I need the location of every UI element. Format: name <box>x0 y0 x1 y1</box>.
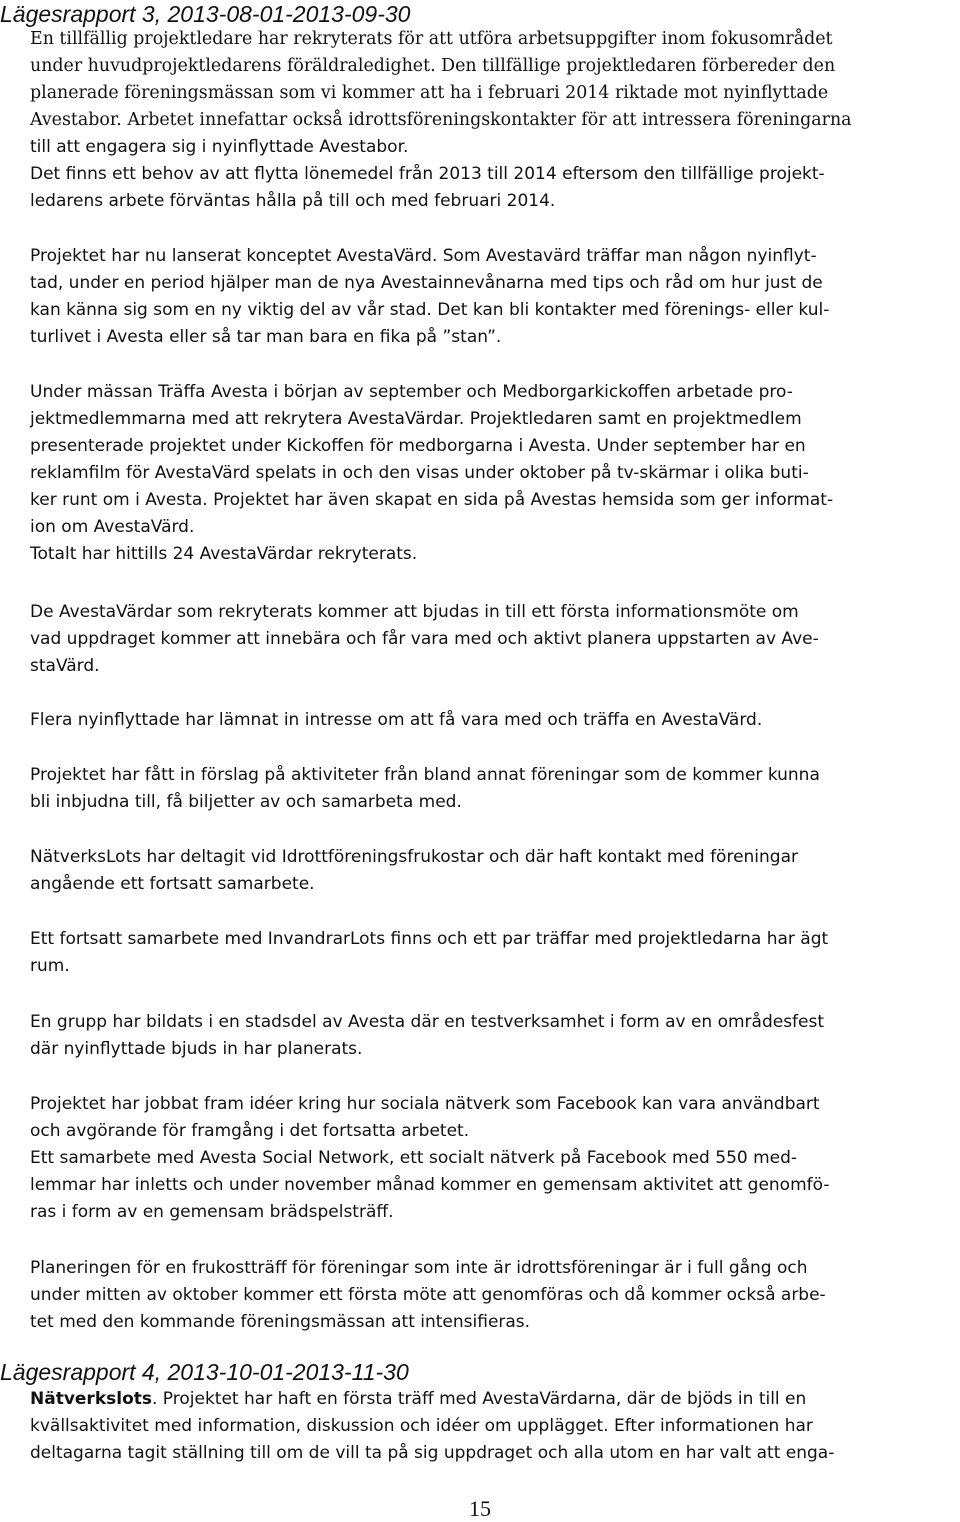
text-line: ker runt om i Avesta. Projektet har även skapat en sida på Avestas hemsida som ger informat- <box>30 490 834 510</box>
page-number: 15 <box>469 1496 491 1521</box>
text-line: NätverksLots har deltagit vid Idrottföreningsfrukostar och där haft kontakt med föreningar <box>30 847 798 867</box>
text-line: vad uppdraget kommer att innebära och får vara med och aktivt planera uppstarten av Ave- <box>30 629 819 649</box>
text-line: Projektet har jobbat fram idéer kring hur sociala nätverk som Facebook kan vara användbart <box>30 1094 820 1114</box>
paragraph-temporary-project-leader <box>30 26 852 134</box>
text-fragment: Arbetet innefattar också idrottsföreningskontakter för att intressera föreningarna <box>127 110 852 130</box>
text-line: tet med den kommande föreningsmässan att intensifieras. <box>30 1312 531 1332</box>
paragraph-recruitment <box>30 379 833 568</box>
text-line: ion om AvestaVärd. <box>30 517 195 537</box>
text-line <box>30 107 852 134</box>
text-line: under huvudprojektledarens föräldraledighet. Den tillfällige projektledaren förbereder den <box>30 56 836 76</box>
paragraph-breakfast-meeting <box>30 1255 826 1336</box>
paragraph-activity-suggestions <box>30 762 820 816</box>
text-line: En grupp har bildats i en stadsdel av Avesta där en testverksamhet i form av en områdesfest <box>30 1012 825 1032</box>
text-line: Projektet har nu lanserat konceptet AvestaVärd. Som Avestavärd träffar man någon nyinflyt- <box>30 246 817 266</box>
text-line: Ett samarbete med Avesta Social Network, ett socialt nätverk på Facebook med 550 med- <box>30 1148 798 1168</box>
text-line: Totalt har hittills 24 AvestaVärdar rekryterats. <box>30 544 418 564</box>
paragraph-social-networks <box>30 1091 829 1226</box>
paragraph-avestavard-concept <box>30 243 829 351</box>
paragraph-report-4 <box>30 1386 834 1467</box>
text-line: Det finns ett behov av att flytta lönemedel från 2013 till 2014 eftersom den tillfällige projekt- <box>30 164 825 184</box>
text-line: planerade föreningsmässan som vi kommer att ha i februari 2014 riktade mot nyinflyttade <box>30 83 829 103</box>
text-line: till att engagera sig i nyinflyttade Avestabor. <box>30 137 409 157</box>
text-line: Under mässan Träffa Avesta i början av september och Medborgarkickoffen arbetade pro- <box>30 382 793 402</box>
paragraph-district-group <box>30 1009 824 1063</box>
text-line: presenterade projektet under Kickoffen för medborgarna i Avesta. Under september har en <box>30 436 806 456</box>
text-line: Planeringen för en frukostträff för föreningar som inte är idrottsföreningar är i full gång och <box>30 1258 808 1278</box>
report-4-heading: Lägesrapport 4, 2013-10-01-2013-11-30 <box>0 1359 409 1385</box>
text-fragment: . Projektet har haft en första träff med AvestaVärdarna, där de bjöds in till en <box>152 1389 807 1409</box>
paragraph-info-meeting <box>30 599 819 680</box>
text-line: ledarens arbete förväntas hålla på till och med februari 2014. <box>30 191 556 211</box>
text-line: under mitten av oktober kommer ett första möte att genomföras och då kommer också arbe- <box>30 1285 826 1305</box>
text-line: angående ett fortsatt samarbete. <box>30 874 315 894</box>
text-line: Projektet har fått in förslag på aktiviteter från bland annat föreningar som de kommer kunna <box>30 765 820 785</box>
text-line: En tillfällig projektledare har rekryterats för att utföra arbetsuppgifter inom fokusområdet <box>30 29 833 49</box>
text-line: reklamfilm för AvestaVärd spelats in och den visas under oktober på tv-skärmar i olika buti- <box>30 463 809 483</box>
text-line: deltagarna tagit ställning till om de vill ta på sig uppdraget och alla utom en har valt att enga- <box>30 1443 835 1463</box>
text-line: rum. <box>30 956 70 976</box>
text-line: och avgörande för framgång i det fortsatta arbetet. <box>30 1121 470 1141</box>
text-line: ras i form av en gemensam brädspelsträff. <box>30 1202 394 1222</box>
text-line: kan känna sig som en ny viktig del av vår stad. Det kan bli kontakter med förenings- eller kul- <box>30 300 830 320</box>
text-line: jektmedlemmarna med att rekrytera AvestaVärdar. Projektledaren samt en projektmedlem <box>30 409 802 429</box>
text-line: Flera nyinflyttade har lämnat in intresse om att få vara med och träffa en AvestaVärd. <box>30 710 763 730</box>
text-fragment: Avestabor. <box>30 110 122 130</box>
text-line: De AvestaVärdar som rekryterats kommer att bjudas in till ett första informationsmöte om <box>30 602 799 622</box>
text-line: lemmar har inletts och under november månad kommer en gemensam aktivitet att genomfö- <box>30 1175 830 1195</box>
paragraph-invandrarlots <box>30 926 828 980</box>
text-line: turlivet i Avesta eller så tar man bara en fika på ”stan”. <box>30 327 502 347</box>
text-line: staVärd. <box>30 656 100 676</box>
text-line: Ett fortsatt samarbete med InvandrarLots finns och ett par träffar med projektledarna har ägt <box>30 929 829 949</box>
text-line: där nyinflyttade bjuds in har planerats. <box>30 1039 363 1059</box>
paragraph-newcomer-interest <box>30 707 762 734</box>
text-line <box>30 1386 834 1413</box>
text-line: tad, under en period hjälper man de nya Avestainnevånarna med tips och råd om hur just de <box>30 273 823 293</box>
bold-lead: Nätverkslots <box>30 1389 152 1409</box>
paragraph-natverkslots <box>30 844 798 898</box>
report-3-heading: Lägesrapport 3, 2013-08-01-2013-09-30 <box>0 1 411 27</box>
text-line: bli inbjudna till, få biljetter av och samarbeta med. <box>30 792 462 812</box>
paragraph-salary-funds <box>30 134 825 215</box>
text-line: kvällsaktivitet med information, diskussion och idéer om upplägget. Efter informationen har <box>30 1416 813 1436</box>
